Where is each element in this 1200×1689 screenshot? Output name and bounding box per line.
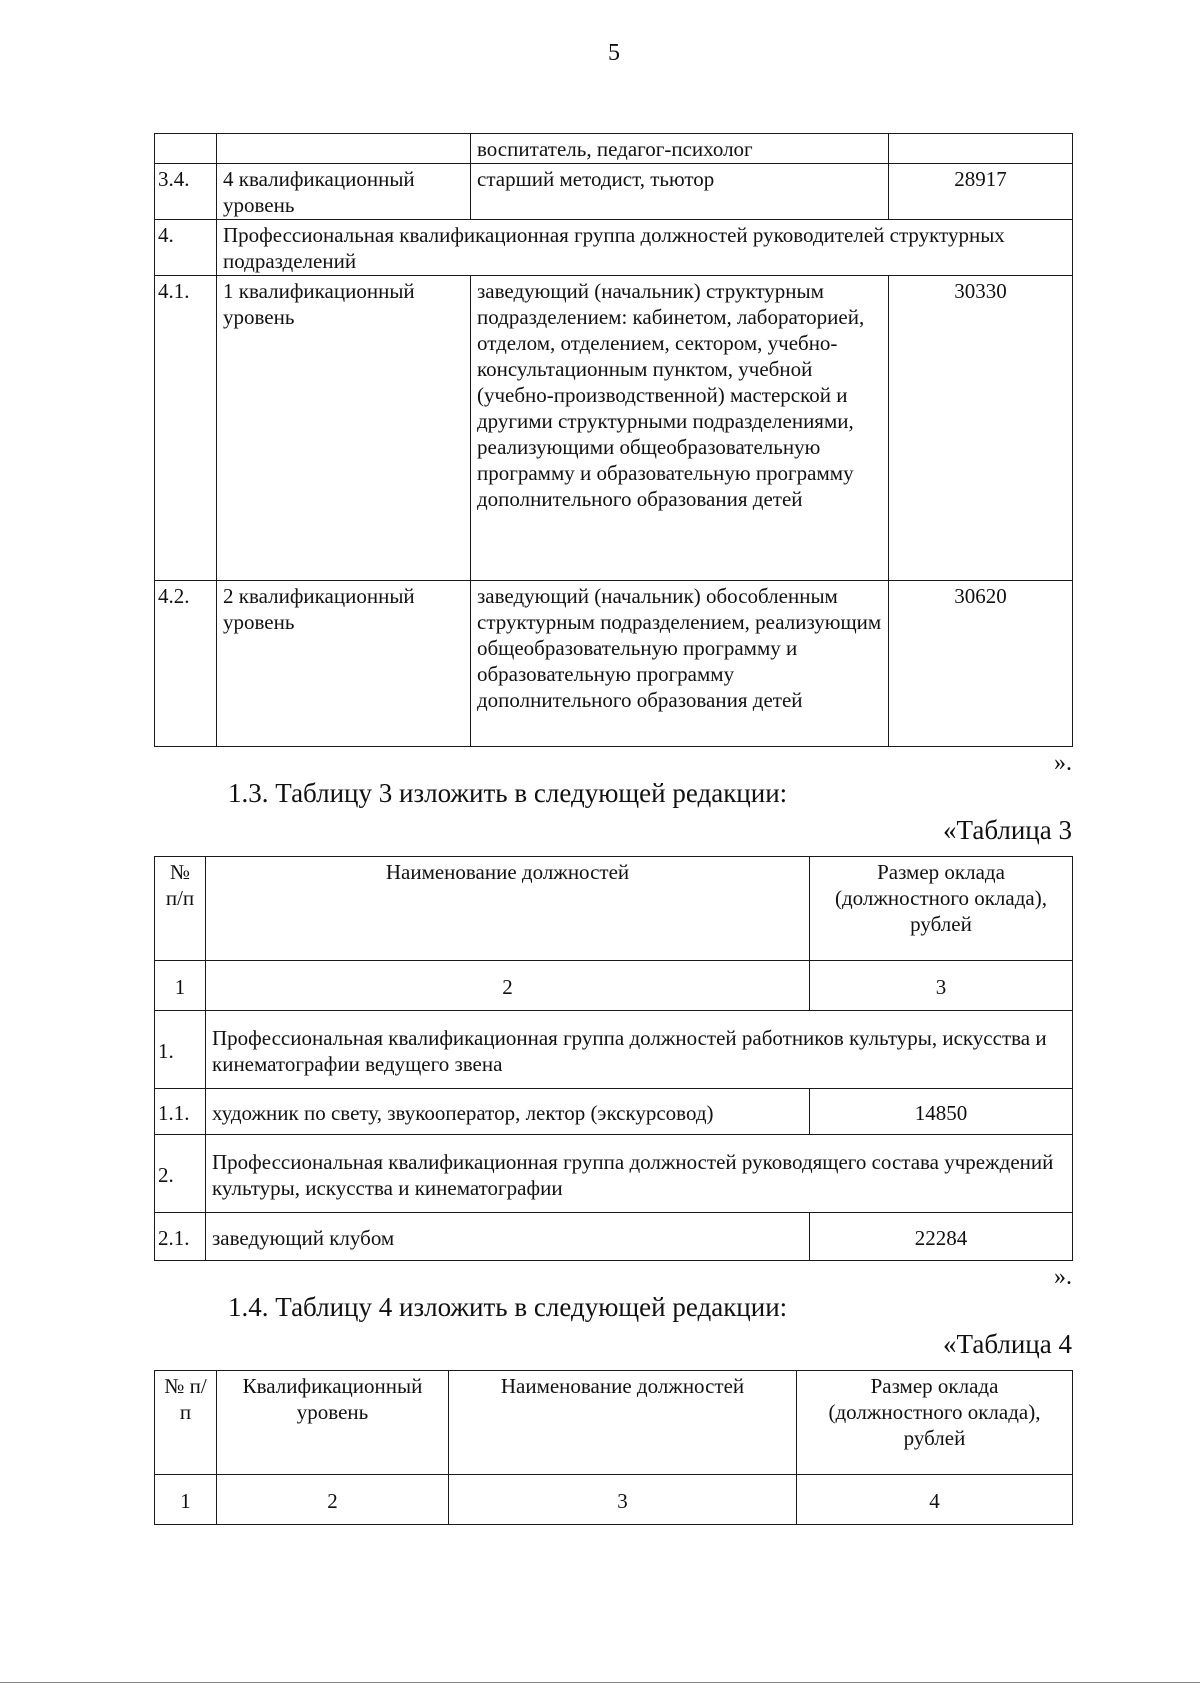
header-name: Наименование должностей <box>449 1371 797 1475</box>
section-heading: 1.4. Таблицу 4 изложить в следующей редакции: <box>228 1292 788 1322</box>
qualification-level <box>217 134 471 164</box>
table-row <box>155 581 1073 747</box>
column-number: 1 <box>155 961 206 1011</box>
position-name: заведующий клубом <box>206 1213 810 1261</box>
position-names: заведующий (начальник) обособленным структурным подразделением, реализующим общеобразовательную программу и образовательную программу дополнительного образования детей <box>471 581 889 747</box>
row-number: 4.1. <box>155 276 217 581</box>
row-number: 3.4. <box>155 164 217 220</box>
qualification-level: 1 квалификационный уровень <box>217 276 471 581</box>
header-row <box>155 1371 1073 1475</box>
table-caption: «Таблица 4 <box>943 1329 1072 1359</box>
position-name: художник по свету, звукооператор, лектор (экскурсовод) <box>206 1089 810 1135</box>
column-number: 3 <box>810 961 1073 1011</box>
group-row <box>155 1135 1073 1213</box>
scan-edge-line <box>0 1682 1200 1683</box>
salary-table-3 <box>154 856 1073 1261</box>
table-row <box>155 276 1073 581</box>
salary-value: 28917 <box>889 164 1073 220</box>
row-number: 2. <box>155 1135 206 1213</box>
column-number-row <box>155 1475 1073 1525</box>
group-row <box>155 1011 1073 1089</box>
table-row <box>155 134 1073 164</box>
column-number-row <box>155 961 1073 1011</box>
group-title: Профессиональная квалификационная группа должностей руководителей структурных подразделений <box>217 220 1073 276</box>
header-salary: Размер оклада (должностного оклада), рублей <box>810 857 1073 961</box>
group-title: Профессиональная квалификационная группа должностей руководящего состава учреждений культуры, искусства и кинематографии <box>206 1135 1073 1213</box>
row-number: 4. <box>155 220 217 276</box>
header-number: № п/п <box>155 857 206 961</box>
column-number: 2 <box>217 1475 449 1525</box>
closing-quote: ». <box>1054 750 1072 776</box>
salary-value: 30620 <box>889 581 1073 747</box>
table-caption: «Таблица 3 <box>943 815 1072 845</box>
header-salary: Размер оклада (должностного оклада), рублей <box>797 1371 1073 1475</box>
salary-value: 30330 <box>889 276 1073 581</box>
row-number <box>155 134 217 164</box>
qualification-level: 4 квалификационный уровень <box>217 164 471 220</box>
group-title: Профессиональная квалификационная группа должностей работников культуры, искусства и кинематографии ведущего звена <box>206 1011 1073 1089</box>
row-number: 1. <box>155 1011 206 1089</box>
salary-table-continued <box>154 133 1073 747</box>
salary-table-4 <box>154 1370 1073 1525</box>
position-names: старший методист, тьютор <box>471 164 889 220</box>
table-row <box>155 1213 1073 1261</box>
position-names: воспитатель, педагог-психолог <box>471 134 889 164</box>
table-row <box>155 164 1073 220</box>
position-names: заведующий (начальник) структурным подразделением: кабинетом, лабораторией, отделом, отделением, сектором, учебно-консультационным пунктом, учебной (учебно-производственной) мастерской и другими структурными подразделениями, реализующими общеобразовательную программу и образовательную программу дополнительного образования детей <box>471 276 889 581</box>
header-row <box>155 857 1073 961</box>
header-level: Квалификационный уровень <box>217 1371 449 1475</box>
column-number: 2 <box>206 961 810 1011</box>
table-row <box>155 1089 1073 1135</box>
salary-value: 14850 <box>810 1089 1073 1135</box>
group-row <box>155 220 1073 276</box>
header-name: Наименование должностей <box>206 857 810 961</box>
qualification-level: 2 квалификационный уровень <box>217 581 471 747</box>
closing-quote: ». <box>1054 1264 1072 1290</box>
column-number: 3 <box>449 1475 797 1525</box>
salary-value: 22284 <box>810 1213 1073 1261</box>
row-number: 4.2. <box>155 581 217 747</box>
salary-value <box>889 134 1073 164</box>
row-number: 1.1. <box>155 1089 206 1135</box>
row-number: 2.1. <box>155 1213 206 1261</box>
column-number: 1 <box>155 1475 217 1525</box>
page-number: 5 <box>608 40 620 66</box>
section-heading: 1.3. Таблицу 3 изложить в следующей редакции: <box>228 778 788 808</box>
header-number: № п/п <box>155 1371 217 1475</box>
column-number: 4 <box>797 1475 1073 1525</box>
